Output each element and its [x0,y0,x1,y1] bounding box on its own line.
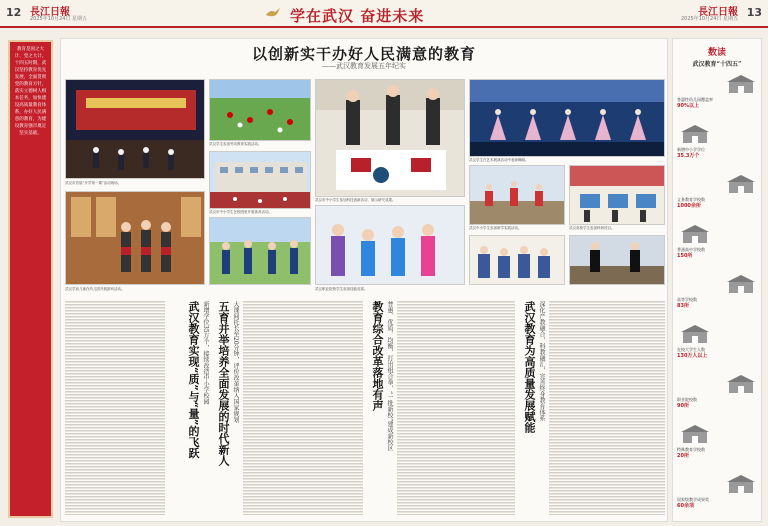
caption-2: 武汉学生参加劳动教育实践活动。 [209,142,262,146]
stat-value: 1000余所 [677,203,701,209]
photo-kindergarten [65,191,205,285]
stat-value: 35.3万个 [677,153,700,159]
factory-icon [727,375,755,395]
section-2-title: 五育并举培养全面发展的时代新人 [217,301,230,466]
photo-campus-classroom [469,235,565,285]
stat-value: 150所 [677,253,693,259]
stat-value: 90%以上 [677,103,699,109]
section-4-title: 武汉教育为高质量发展赋能 [523,301,536,433]
stat-label: 在校大学生人数 [677,347,705,352]
caption-1: 武汉市首届“开学第一课”活动现场。 [65,181,122,185]
stat-value: 60余项 [677,503,694,509]
intro-text: 教育是国之大计、党之大计。十四五时期，武汉坚持教育优先发展，全面贯彻党的教育方针，落实立德树人根本任务，加快建设高质量教育体系，办好人民满意的教育，为建设教育强市奠定坚实基础。 [14,47,47,136]
section-1-title: 武汉教育实现“质”与“量”的飞跃 [187,301,200,459]
caption-5: 武汉学生在艺术展演活动中表演舞蹈。 [469,158,529,162]
children-icon [727,175,755,195]
article-headline: 以创新实干办好人民满意的教育 [251,45,476,63]
data-sidebar [672,38,762,522]
photo-campus-sports [209,151,311,209]
body-text [65,301,165,515]
page-header [0,0,768,28]
article-section-2 [215,297,365,519]
photo-opening-ceremony [65,79,205,179]
photo-study-tour [469,165,565,225]
school-icon [681,125,709,145]
main-article [60,38,668,522]
article-subhead: ——武汉教育发展五年纪实 [322,62,406,70]
stat-label: 国家级教学成果奖 [677,497,709,502]
trophy-icon [727,475,755,495]
section-2-subtitle: 大课间托长至20分钟，评价改革纳入国家规划 [232,301,239,423]
stat-label: 职业院校数 [677,397,697,402]
stat-value: 130万人以上 [677,353,708,359]
page-number-right: 13 [746,6,762,19]
stat-label: 普通高中学校数 [677,247,705,252]
caption-8: 武汉学前儿童在幼儿园开展游戏活动。 [65,287,125,291]
heart-icon [681,425,709,445]
stat-label: 新增中小学学位 [677,147,705,152]
students-icon [681,325,709,345]
date-left: 2025年10月24日 星期五 [30,16,88,22]
intro-column [8,40,53,518]
photo-vocational-skills [315,205,465,285]
date-right: 2025年10月24日 星期五 [680,16,738,22]
building-icon [727,75,755,95]
section-3-subtitle: 普惠、优质、均衡，打出组合拳，“一批新校”建成新校区 [386,301,393,452]
section-1-subtitle: 新增学位35万个，接续改造中小学校园 [202,301,209,405]
stat-label: 特殊教育学校数 [677,447,705,452]
article-section-3 [369,297,517,519]
photo-science-innovation [315,79,465,197]
body-text [549,301,665,515]
photo-labor-education [209,79,311,141]
caption-4: 武汉市中小学生参加科技创新活动，展示研究成果。 [315,198,396,202]
caption-6: 武汉中小学生参加研学实践活动。 [469,226,522,230]
caption-3: 武汉市中小学生在校园里开展体育活动。 [209,210,272,214]
photo-university-research [569,165,665,225]
caption-7: 武汉高校学生参加科研项目。 [569,226,615,230]
stat-label: 义务教育学校数 [677,197,705,202]
masthead-left: 長江日報 [30,7,70,18]
stat-value: 20所 [677,453,689,459]
body-text [397,301,515,515]
sidebar-title: 数读 [707,48,726,58]
photo-outdoor-activity [209,217,311,285]
stat-label: 高等学校数 [677,297,697,302]
section-4-subtitle: 深化产教融合，科教融汇，完善终身教育体系 [538,301,545,421]
section-3-title: 教育综合改革落地有声 [371,301,384,411]
article-section-1 [65,297,211,519]
stat-value: 90所 [677,403,689,409]
classroom-icon [681,225,709,245]
stat-value: 83所 [677,303,689,309]
body-text [243,301,363,515]
dove-icon [265,7,281,18]
article-section-4 [521,297,667,519]
masthead-right: 長江日報 [698,7,738,18]
photo-art-performance [469,79,665,157]
caption-9: 武汉职业院校学生参加技能竞赛。 [315,287,368,291]
section-theme-title: 学在武汉 奋进未来 [290,7,425,25]
photo-competition [569,235,665,285]
university-icon [727,275,755,295]
stat-label: 普惠性幼儿园覆盖率 [677,97,713,102]
sidebar-subtitle: 武汉教育“十四五” [692,61,742,68]
page-number-left: 12 [6,6,22,19]
